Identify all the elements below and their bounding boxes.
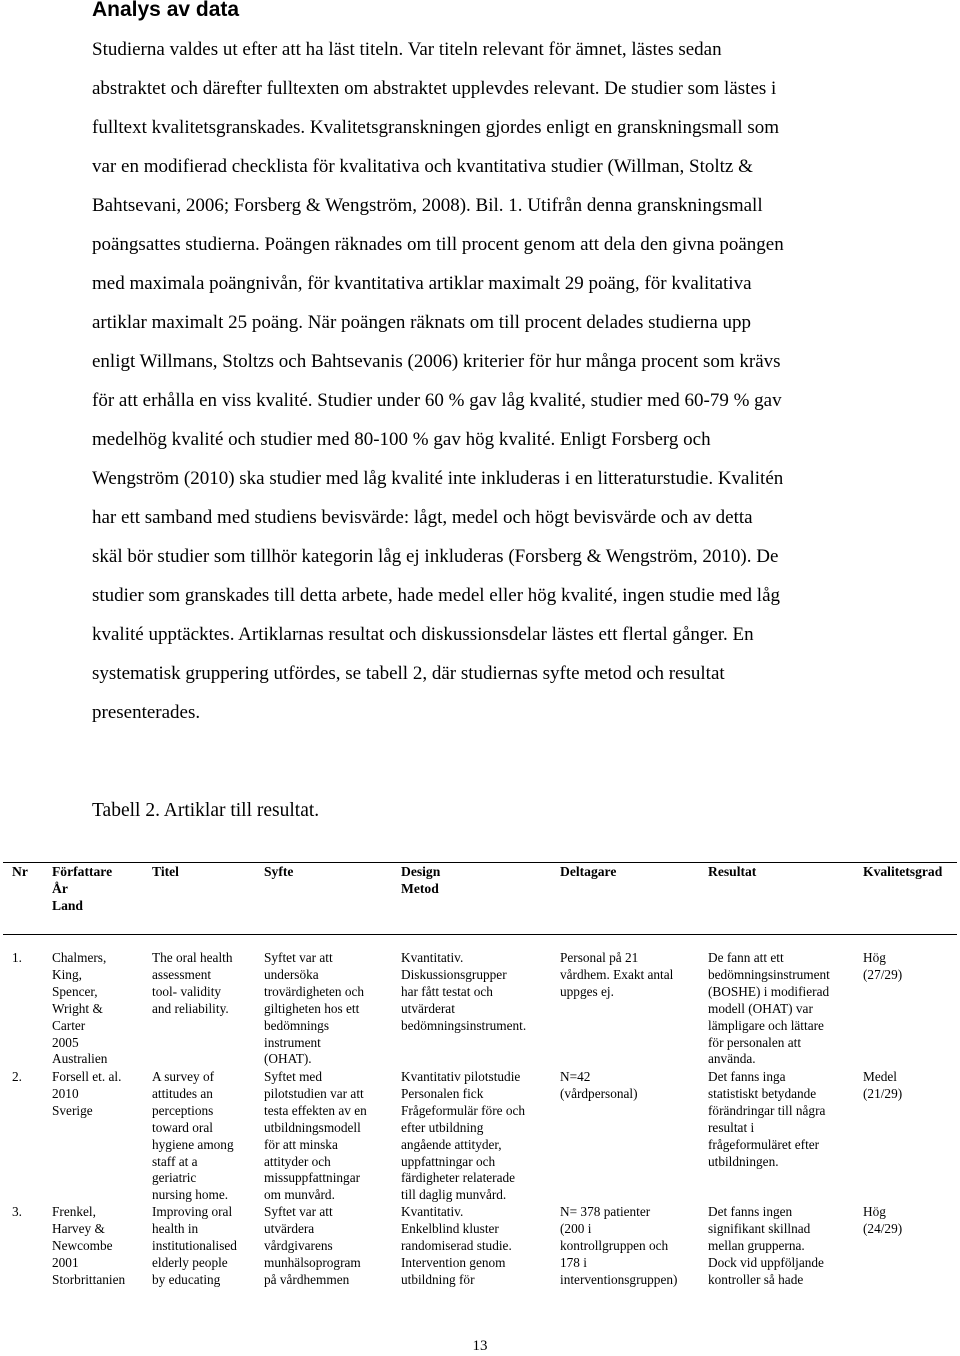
cell-line: om munvård.: [264, 1187, 335, 1203]
cell-line: Wright &: [52, 1000, 103, 1016]
cell-line: statistiskt betydande: [708, 1085, 817, 1101]
cell-line: and reliability.: [152, 1000, 229, 1016]
cell-line: toward oral: [152, 1119, 213, 1135]
cell-line: Titel: [152, 864, 179, 879]
cell-forfattare: [52, 950, 107, 1068]
header-nr: [12, 864, 28, 881]
cell-line: (vårdpersonal): [560, 1085, 638, 1101]
cell-line: angående attityder,: [401, 1136, 502, 1152]
cell-line: (OHAT).: [264, 1051, 312, 1067]
cell-design: [401, 1069, 525, 1204]
header-kvalitetsgrad: [863, 864, 942, 881]
cell-design: [401, 950, 526, 1035]
cell-line: 3.: [12, 1204, 22, 1219]
cell-line: för att minska: [264, 1136, 338, 1152]
cell-line: använda.: [708, 1051, 756, 1067]
cell-line: De fann att ett: [708, 950, 784, 965]
cell-line: lämpligare och lättare: [708, 1017, 824, 1033]
cell-line: till daglig munvård.: [401, 1187, 507, 1203]
paragraph-line: enligt Willmans, Stoltzs och Bahtsevanis (2006) kriterier för hur många procent som krävs: [92, 351, 781, 372]
cell-line: Kvantitativ.: [401, 1204, 464, 1219]
cell-line: 2001: [52, 1254, 79, 1270]
cell-line: kontrollgruppen och: [560, 1237, 669, 1253]
cell-line: för personalen att: [708, 1034, 802, 1050]
paragraph-line: kvalité upptäcktes. Artiklarnas resultat och diskussionsdelar lästes ett flertal gånger. En: [92, 624, 754, 645]
cell-line: assessment: [152, 966, 212, 982]
cell-syfte: [264, 950, 364, 1068]
cell-line: Hög: [863, 1204, 886, 1219]
cell-line: frågeformuläret efter: [708, 1136, 820, 1152]
paragraph-line: presenterades.: [92, 702, 201, 723]
header-design: [401, 864, 440, 898]
cell-resultat: [708, 950, 830, 1068]
cell-line: vårdhem. Exakt antal: [560, 966, 674, 982]
cell-kvalitetsgrad: [863, 950, 902, 984]
cell-line: King,: [52, 966, 82, 982]
cell-line: kontroller så hade: [708, 1271, 804, 1287]
cell-line: Carter: [52, 1017, 86, 1033]
cell-line: har fått testat och: [401, 983, 493, 999]
cell-line: tool- validity: [152, 983, 222, 999]
cell-line: interventionsgruppen): [560, 1271, 678, 1287]
cell-line: attitudes an: [152, 1085, 213, 1101]
cell-line: År: [52, 880, 68, 896]
cell-line: mellan grupperna.: [708, 1237, 805, 1253]
paragraph-line: Bahtsevani, 2006; Forsberg & Wengström, 2008). Bil. 1. Utifrån denna granskningsmall: [92, 195, 763, 216]
paragraph-line: studier som granskades till detta arbete, hade medel eller hög kvalité, ingen studie med låg: [92, 585, 781, 606]
cell-line: instrument: [264, 1034, 321, 1050]
cell-line: Australien: [52, 1051, 108, 1067]
cell-line: munhälsoprogram: [264, 1254, 361, 1270]
cell-line: Kvalitetsgrad: [863, 864, 943, 879]
cell-line: Enkelblind kluster: [401, 1220, 499, 1236]
header-syfte: [264, 864, 293, 881]
cell-line: by educating: [152, 1271, 221, 1287]
cell-line: modell (OHAT) var: [708, 1000, 813, 1016]
cell-line: Resultat: [708, 864, 757, 879]
cell-titel: [152, 1069, 234, 1204]
cell-line: Harvey &: [52, 1220, 105, 1236]
cell-line: bedömningsinstrument: [708, 966, 830, 982]
cell-line: Hög: [863, 950, 886, 965]
paragraph-line: skäl bör studier som tillhör kategorin låg ej inkluderas (Forsberg & Wengström, 2010). De: [92, 546, 779, 567]
cell-forfattare: [52, 1204, 125, 1289]
cell-line: health in: [152, 1220, 199, 1236]
cell-line: institutionalised: [152, 1237, 237, 1253]
cell-line: Spencer,: [52, 983, 98, 999]
paragraph-line: abstraktet och därefter fulltexten om abstraktet upplevdes relevant. De studier som lästes i: [92, 78, 777, 99]
cell-line: Författare: [52, 864, 113, 879]
cell-line: 2010: [52, 1085, 79, 1101]
cell-line: Metod: [401, 880, 439, 896]
cell-line: (27/29): [863, 966, 903, 982]
cell-kvalitetsgrad: [863, 1204, 902, 1238]
cell-line: Personal på 21: [560, 950, 639, 965]
cell-line: trovärdigheten och: [264, 983, 365, 999]
cell-line: perceptions: [152, 1102, 214, 1118]
articles-table: [0, 862, 960, 1292]
paragraph-line: Wengström (2010) ska studier med låg kvalité inte inkluderas i en litteraturstudie. Kvalitén: [92, 468, 784, 489]
cell-line: attityder och: [264, 1153, 331, 1169]
cell-line: Newcombe: [52, 1237, 113, 1253]
cell-line: Sverige: [52, 1102, 93, 1118]
cell-titel: [152, 1204, 237, 1289]
cell-line: förändringar till några: [708, 1102, 826, 1118]
paragraph-line: artiklar maximalt 25 poäng. När poängen räknats om till procent delades studierna upp: [92, 312, 751, 333]
cell-line: Deltagare: [560, 864, 617, 879]
header-deltagare: [560, 864, 616, 881]
cell-line: utbildning för: [401, 1271, 475, 1287]
cell-line: 2.: [12, 1069, 22, 1084]
cell-line: randomiserad studie.: [401, 1237, 512, 1253]
paragraph-line: för att erhålla en viss kvalité. Studier under 60 % gav låg kvalité, studier med 60-79 % gav: [92, 390, 782, 411]
cell-line: utvärdera: [264, 1220, 315, 1236]
paragraph-line: medelhög kvalité och studier med 80-100 % gav hög kvalité. Enligt Forsberg och: [92, 429, 711, 450]
cell-line: giltigheten hos ett: [264, 1000, 360, 1016]
cell-line: pilotstudien var att: [264, 1085, 364, 1101]
cell-line: missuppfattningar: [264, 1170, 361, 1186]
cell-line: färdigheter relaterade: [401, 1170, 516, 1186]
cell-syfte: [264, 1069, 367, 1204]
cell-line: resultat i: [708, 1119, 755, 1135]
cell-line: geriatric: [152, 1170, 197, 1186]
cell-line: Syfte: [264, 864, 294, 879]
cell-line: 178 i: [560, 1254, 587, 1270]
cell-line: The oral health: [152, 950, 233, 965]
table-rule: [3, 934, 957, 935]
cell-line: N=42: [560, 1069, 591, 1084]
cell-deltagare: [560, 1204, 677, 1289]
cell-line: vårdgivarens: [264, 1237, 333, 1253]
cell-line: Intervention genom: [401, 1254, 506, 1270]
header-forfattare: [52, 864, 112, 915]
table-rule: [3, 862, 957, 863]
paragraph-line: med maximala poängnivån, för kvantitativa artiklar maximalt 29 poäng, för kvalitativa: [92, 273, 752, 294]
cell-line: utvärderat: [401, 1000, 455, 1016]
cell-line: uppfattningar och: [401, 1153, 496, 1169]
cell-line: på vårdhemmen: [264, 1271, 350, 1287]
cell-line: Chalmers,: [52, 950, 107, 965]
cell-resultat: [708, 1204, 824, 1289]
cell-line: (24/29): [863, 1220, 903, 1236]
cell-titel: [152, 950, 232, 1018]
cell-line: Syftet var att: [264, 1204, 333, 1219]
cell-line: uppges ej.: [560, 983, 614, 999]
cell-line: staff at a: [152, 1153, 198, 1169]
cell-line: Nr: [12, 864, 28, 879]
cell-syfte: [264, 1204, 361, 1289]
cell-nr: [12, 950, 22, 967]
cell-design: [401, 1204, 512, 1289]
cell-line: undersöka: [264, 966, 319, 982]
cell-line: utbildningen.: [708, 1153, 779, 1169]
header-titel: [152, 864, 179, 881]
cell-line: Kvantitativ.: [401, 950, 464, 965]
cell-kvalitetsgrad: [863, 1069, 902, 1103]
cell-line: (200 i: [560, 1220, 592, 1236]
cell-line: Diskussionsgrupper: [401, 966, 507, 982]
cell-line: Syftet med: [264, 1069, 322, 1084]
cell-line: efter utbildning: [401, 1119, 484, 1135]
cell-line: Det fanns ingen: [708, 1204, 793, 1219]
cell-resultat: [708, 1069, 825, 1170]
cell-line: utbildningsmodell: [264, 1119, 361, 1135]
cell-line: Dock vid uppföljande: [708, 1254, 824, 1270]
cell-line: Kvantitativ pilotstudie: [401, 1069, 521, 1084]
paragraph-line: systematisk gruppering utfördes, se tabell 2, där studiernas syfte metod och resultat: [92, 663, 725, 684]
cell-line: signifikant skillnad: [708, 1220, 811, 1236]
cell-line: Land: [52, 897, 83, 913]
paragraph-line: fulltext kvalitetsgranskades. Kvalitetsgranskningen gjordes enligt en granskningsmall som: [92, 117, 780, 138]
header-resultat: [708, 864, 756, 881]
cell-line: Storbrittanien: [52, 1271, 126, 1287]
cell-nr: [12, 1069, 22, 1086]
cell-nr: [12, 1204, 22, 1221]
cell-line: bedömnings: [264, 1017, 330, 1033]
cell-deltagare: [560, 950, 673, 1001]
paragraph-line: har ett samband med studiens bevisvärde: lågt, medel och högt bevisvärde och av detta: [92, 507, 753, 528]
section-heading: Analys av data: [92, 0, 240, 21]
cell-line: (BOSHE) i modifierad: [708, 983, 830, 999]
cell-line: elderly people: [152, 1254, 228, 1270]
cell-line: N= 378 patienter: [560, 1204, 651, 1219]
cell-line: bedömningsinstrument.: [401, 1017, 527, 1033]
cell-line: (21/29): [863, 1085, 903, 1101]
cell-forfattare: [52, 1069, 121, 1120]
cell-line: Det fanns inga: [708, 1069, 786, 1084]
cell-line: 2005: [52, 1034, 79, 1050]
cell-line: Personalen fick: [401, 1085, 484, 1101]
cell-line: hygiene among: [152, 1136, 234, 1152]
page-number: 13: [472, 1338, 488, 1354]
paragraph-line: Studierna valdes ut efter att ha läst titeln. Var titeln relevant för ämnet, lästes sedan: [92, 39, 722, 60]
cell-line: A survey of: [152, 1069, 215, 1084]
cell-line: testa effekten av en: [264, 1102, 367, 1118]
cell-line: Improving oral: [152, 1204, 233, 1219]
cell-line: Frenkel,: [52, 1204, 96, 1219]
cell-line: Syftet var att: [264, 950, 333, 965]
paragraph-line: var en modifierad checklista för kvalitativa och kvantitativa studier (Willman, Stoltz &: [92, 156, 753, 177]
cell-line: nursing home.: [152, 1187, 229, 1203]
cell-line: Forsell et. al.: [52, 1069, 122, 1084]
body-paragraph: [92, 30, 922, 732]
cell-line: Frågeformulär före och: [401, 1102, 526, 1118]
cell-line: 1.: [12, 950, 22, 965]
cell-line: Medel: [863, 1069, 897, 1084]
cell-line: Design: [401, 864, 441, 879]
table-caption: Tabell 2. Artiklar till resultat.: [92, 800, 320, 821]
paragraph-line: poängsattes studierna. Poängen räknades om till procent genom att dela den givna poängen: [92, 234, 784, 255]
cell-deltagare: [560, 1069, 638, 1103]
